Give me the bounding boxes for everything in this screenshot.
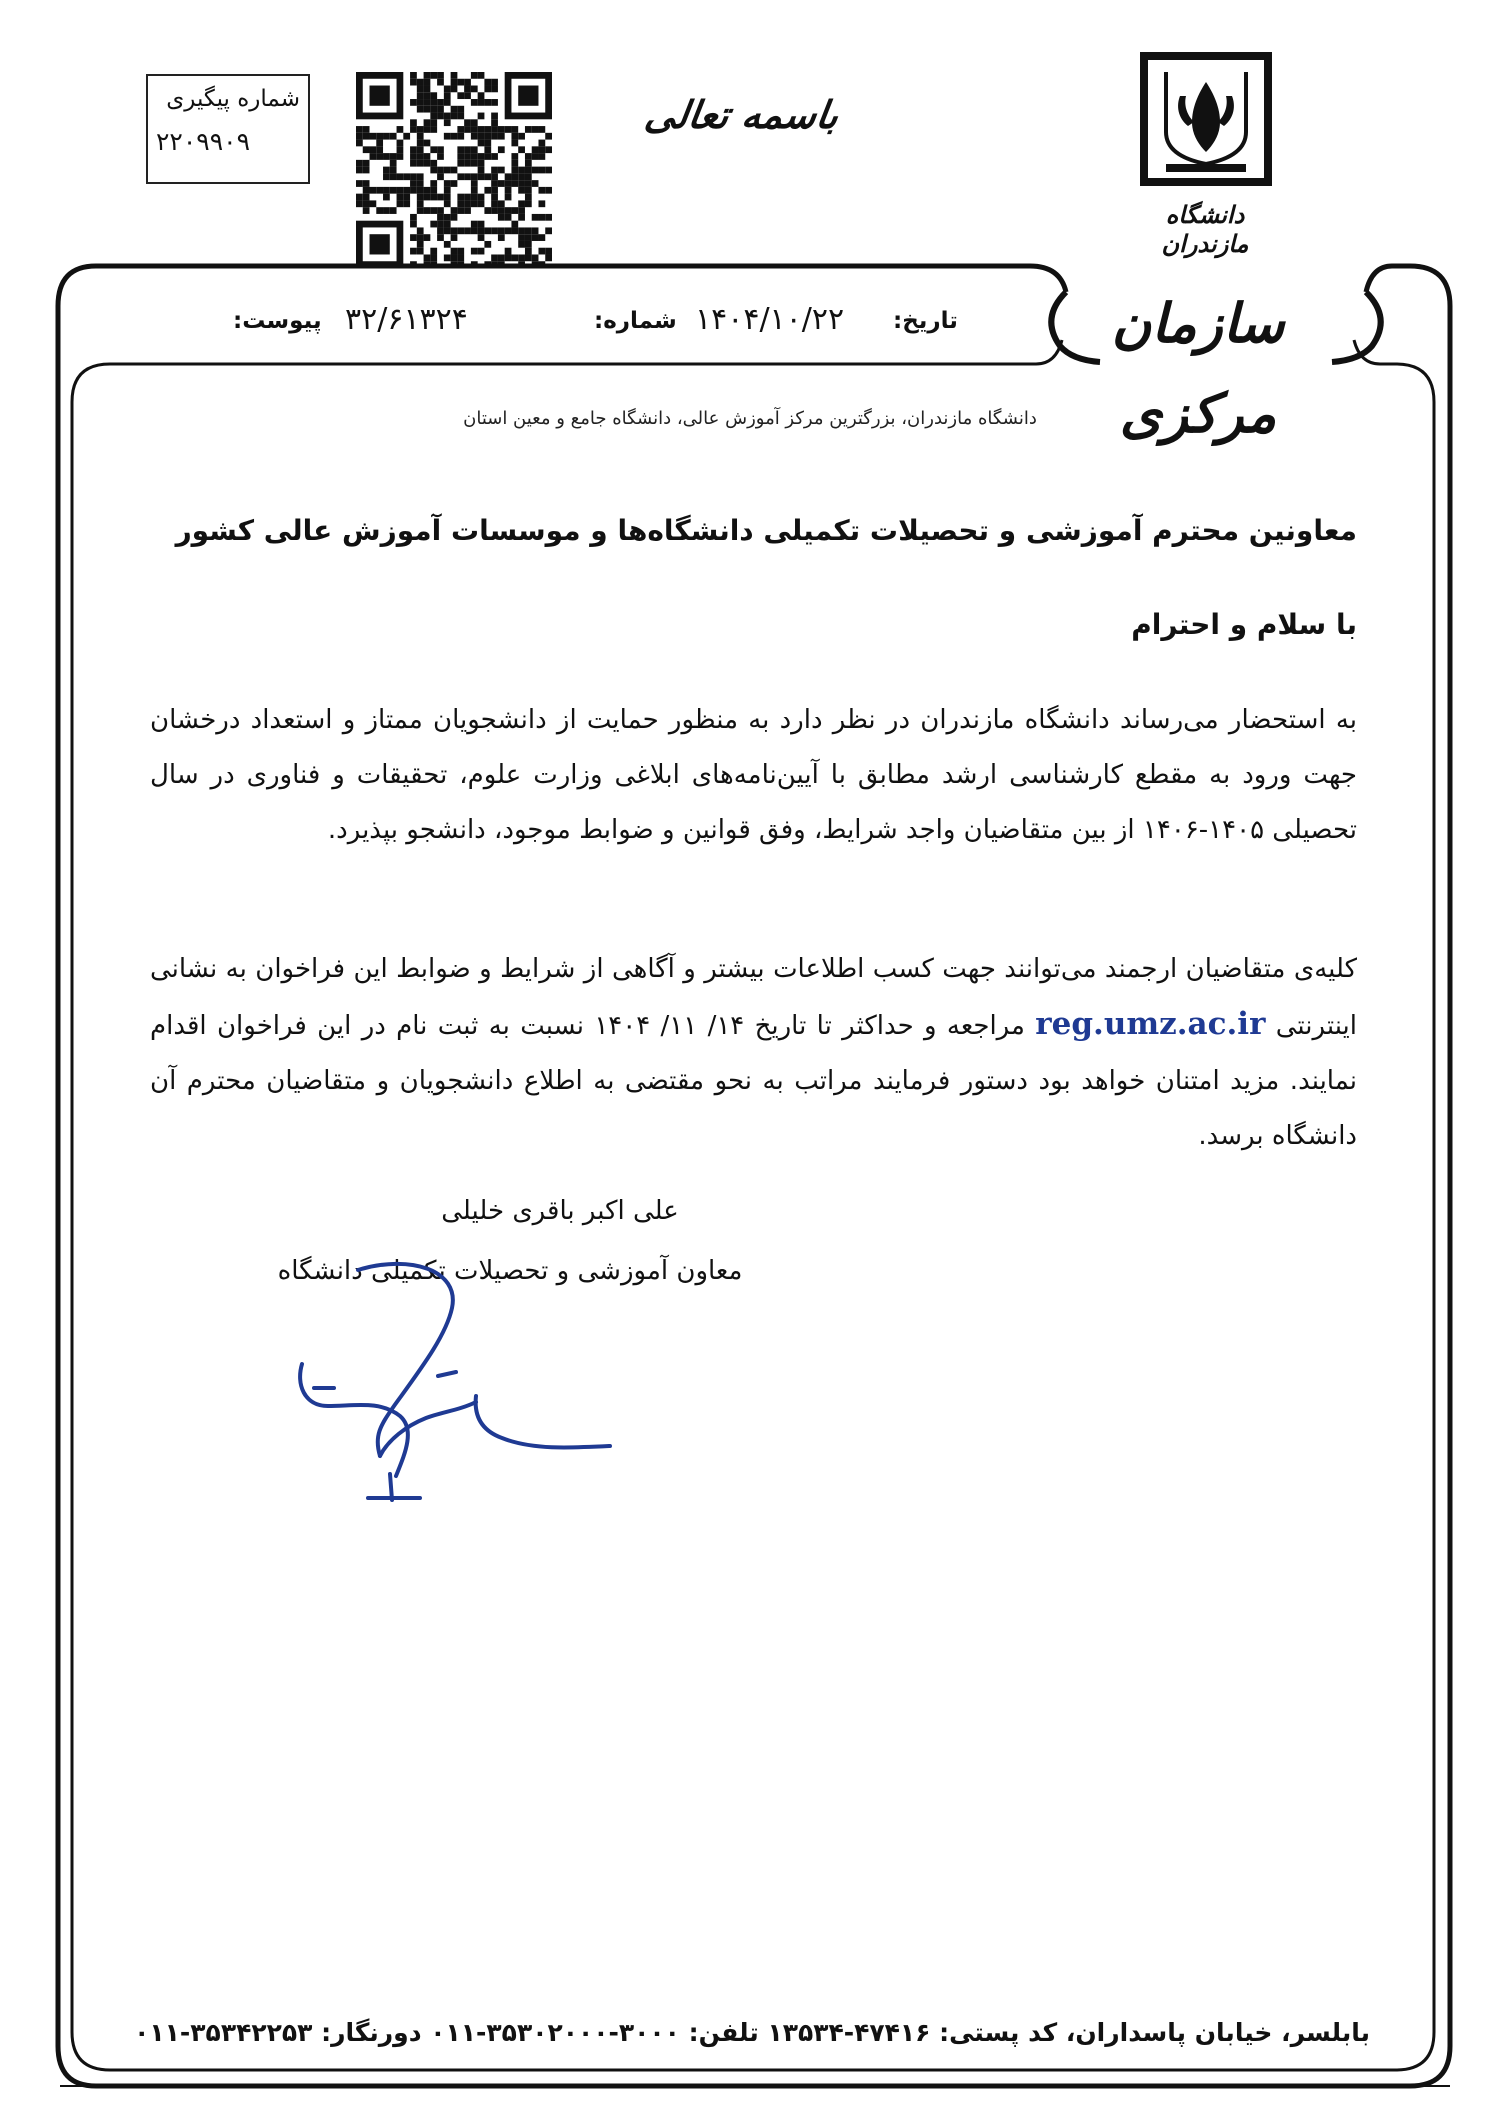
paragraph-2-outro: مراجعه و حداکثر تا تاریخ ۱۴/ ۱۱/ ۱۴۰۴ نسبت به ثبت نام در این فراخوان اقدام نمایند. مزید امتنان خواهد بود دستور فرمایند مراتب به نحو مقتضی به اطلاع دانشجویان و متقاضیان محترم آن دانشگاه برسد. (150, 1011, 1357, 1151)
tracking-box (146, 74, 310, 184)
signer-title: معاون آموزشی و تحصیلات تکمیلی دانشگاه (277, 1256, 743, 1286)
footer-address: بابلسر، خیابان پاسداران، کد پستی: ۴۷۴۱۶-۱۳۵۳۴ تلفن: ۳۰۰۰-۳۵۳۰۲۰۰۰-۰۱۱ دورنگار: ۳۵۳۴۲۲۵۳-۰۱۱ (134, 2018, 1370, 2047)
number-value: ۳۲/۶۱۳۲۴ (345, 302, 468, 337)
tracking-label: شماره پیگیری (166, 86, 300, 112)
signature-icon (270, 1260, 630, 1510)
signer-name: علی اکبر باقری خلیلی (441, 1196, 679, 1226)
tracking-number: ۲۲۰۹۹۰۹ (156, 127, 250, 156)
tagline: دانشگاه مازندران، بزرگترین مرکز آموزش عالی، دانشگاه جامع و معین استان (463, 408, 1037, 429)
addressee: معاونین محترم آموزشی و تحصیلات تکمیلی دانشگاه‌ها و موسسات آموزش عالی کشور (175, 514, 1357, 547)
paragraph-2-intro: کلیه‌ی متقاضیان ارجمند می‌توانند جهت کسب اطلاعات بیشتر و آگاهی از شرایط و ضوابط این فراخوان به نشانی اینترنتی (150, 954, 1358, 1041)
attachment-label: پیوست: (233, 308, 322, 334)
university-name: دانشگاه مازندران (1161, 200, 1249, 258)
date-label: تاریخ: (893, 308, 958, 334)
body-paragraph-2 (150, 942, 1357, 1164)
number-label: شماره: (594, 308, 677, 334)
organization-label: سازمان مرکزی (1111, 291, 1285, 445)
date-value: ۱۴۰۴/۱۰/۲۲ (695, 302, 845, 337)
registration-link[interactable]: reg.umz.ac.ir (1035, 1006, 1266, 1042)
basmala: باسمه تعالی (641, 92, 842, 137)
greeting: با سلام و احترام (1131, 608, 1357, 641)
qr-code-icon (356, 72, 552, 268)
university-logo-icon (1136, 52, 1276, 192)
body-paragraph-1: به استحضار می‌رساند دانشگاه مازندران در نظر دارد به منظور حمایت از دانشجویان ممتاز و استعداد درخشان جهت ورود به مقطع کارشناسی ارشد مطابق با آیین‌نامه‌های ابلاغی وزارت علوم، تحقیقات و فناوری در سال تحصیلی ۱۴۰۵-۱۴۰۶ از بین متقاضیان واجد شرایط، وفق قوانین و ضوابط موجود، دانشجو بپذیرد. (150, 705, 1357, 845)
